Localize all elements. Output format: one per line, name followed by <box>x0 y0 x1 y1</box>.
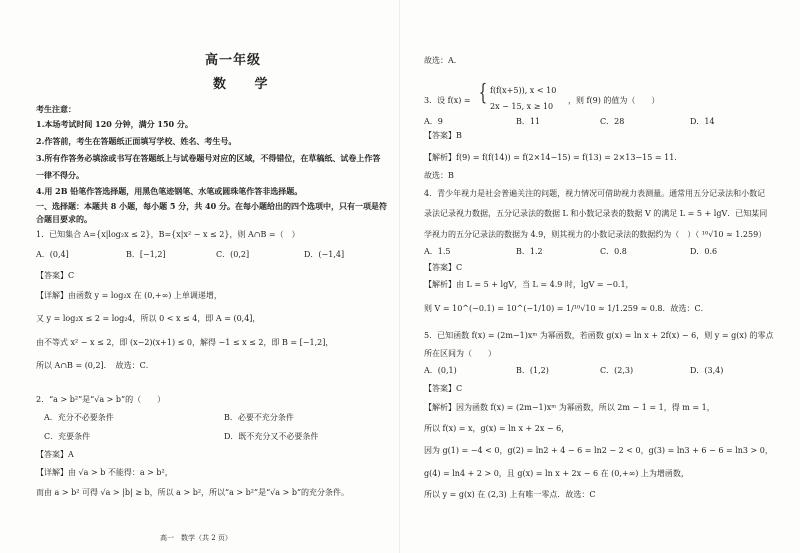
q3-option-b: B．11 <box>516 117 541 126</box>
q1-option-b: B．[−1,2] <box>126 250 166 259</box>
q1-option-a: A．(0,4] <box>36 250 69 259</box>
q3-answer: 【答案】B <box>424 131 462 140</box>
q3-option-a: A．9 <box>424 117 443 126</box>
right-page <box>400 0 800 553</box>
q4-explanation-2: 则 V = 10^(−0.1) = 10^(−1/10) = 1/¹⁰√10 ≈ 1/1.259 ≈ 0.8．故选：C． <box>424 304 709 313</box>
q1-option-d: D．(−1,4] <box>304 250 345 259</box>
q3-stem-suffix: ，则 f(9) 的值为（ ） <box>568 96 660 105</box>
q2-option-c: C．充要条件 <box>44 432 91 441</box>
q1-explanation-2: 又 y = log₂x ≤ 2 = log₂4，所以 0 < x ≤ 4，即 A = (0,4]， <box>36 314 261 323</box>
q4-option-a: A．1.5 <box>424 247 451 256</box>
q3-option-d: D．14 <box>690 117 715 126</box>
q5-option-b: B．(1,2) <box>516 366 549 375</box>
q5-explanation-2: 所以 f(x) = x，g(x) = ln x + 2x − 6， <box>424 424 570 433</box>
notice-3b: 一律不得分。 <box>36 170 84 180</box>
q1-explanation-3: 由不等式 x² − x ≤ 2，即 (x−2)(x+1) ≤ 0，解得 −1 ≤ x ≤ 2，即 B = [−1,2]， <box>36 338 334 347</box>
exam-subject: 数 学 <box>213 77 280 92</box>
exam-title: 高一年级 <box>205 53 262 68</box>
notice-1: 1.本场考试时间 120 分钟，满分 150 分。 <box>36 119 193 129</box>
q5-explanation-3: 因为 g(1) = −4 < 0，g(2) = ln2 + 4 − 6 = ln2 − 2 < 0，g(3) = ln3 + 6 − 6 = ln3 > 0， <box>424 446 773 455</box>
q4-stem-2: 录法记录视力数据，五分记录法的数据 L 和小数记录表的数据 V 的满足 L = 5 + lgV．已知某同 <box>424 209 768 218</box>
q5-explanation-5: 所以 y = g(x) 在 (2,3) 上有唯一零点．故选：C <box>424 490 596 499</box>
q4-option-d: D．0.6 <box>690 247 718 256</box>
page-footer: 高一 数学（共 2 页） <box>160 534 232 542</box>
notice-4: 4.用 2B 铅笔作答选择题，用黑色笔迹钢笔、水笔或圆珠笔作答非选择题。 <box>36 186 303 196</box>
q5-explanation-4: g(4) = ln4 + 2 > 0，且 g(x) = ln x + 2x − 6 在 (0,+∞) 上为增函数， <box>424 469 689 478</box>
piecewise-brace-icon: { <box>478 81 488 106</box>
q5-explanation-1: 【解析】因为函数 f(x) = (2m−1)xᵐ 为幂函数，所以 2m − 1 = 1，得 m = 1， <box>424 403 715 412</box>
q1-stem: 1．已知集合 A={x|log₂x ≤ 2}，B={x|x² − x ≤ 2}，则 A∩B =（ ） <box>36 230 300 239</box>
q4-answer: 【答案】C <box>424 263 463 272</box>
q3-case-2: 2x − 15, x ≥ 10 <box>490 102 554 111</box>
q3-option-c: C．28 <box>600 117 625 126</box>
q1-option-c: C．(0,2] <box>216 250 250 259</box>
q3-case-1: f(f(x+5)), x < 10 <box>490 86 557 95</box>
q4-stem-1: 4．青少年视力是社会普遍关注的问题，视力情况可借助视力表测量。通常用五分记录法和小数记 <box>424 189 766 198</box>
notice-3a: 3.所有作答务必填涂或书写在答题纸上与试卷题号对应的区域，不得错位，在草稿纸、试卷上作答 <box>36 153 381 163</box>
q5-option-c: C．(2,3) <box>600 366 634 375</box>
section-1-heading-cont: 合题目要求的。 <box>36 214 92 224</box>
q3-stem-prefix: 3．设 f(x) = <box>424 96 471 105</box>
prev-answer-tail: 故选：A． <box>424 56 462 65</box>
q5-stem-2: 所在区间为（ ） <box>424 349 496 358</box>
q1-explanation-1: 【详解】由函数 y = log₂x 在 (0,+∞) 上单调递增， <box>36 291 222 300</box>
notice-heading: 考生注意： <box>36 104 76 114</box>
q3-explanation-2: 故选：B <box>424 171 454 180</box>
q4-stem-3: 学视力的五分记录法的数据为 4.9，则其视力的小数记录法的数据约为（ ）（ ¹⁰√10 ≈ 1.259） <box>424 230 767 239</box>
q3-explanation-1: 【解析】f(9) = f(f(14)) = f(2×14−15) = f(13) = 2×13−15 = 11． <box>424 153 683 162</box>
q2-explanation-1: 【详解】由 √a > b 不能得：a > b²， <box>36 468 173 477</box>
q2-answer: 【答案】A <box>36 450 74 459</box>
q5-stem-1: 5．已知函数 f(x) = (2m−1)xᵐ 为幂函数，若函数 g(x) = ln x + 2f(x) − 6，则 y = g(x) 的零点 <box>424 331 774 340</box>
section-1-heading: 一、选择题：本题共 8 小题，每小题 5 分，共 40 分。在每小题给出的四个选项中，只有一项是符 <box>36 201 387 211</box>
q1-explanation-4: 所以 A∩B = (0,2]． 故选：C． <box>36 361 154 370</box>
notice-2: 2.作答前，考生在答题纸正面填写学校、姓名、考生号。 <box>36 136 237 146</box>
q2-option-d: D．既不充分又不必要条件 <box>224 432 319 441</box>
q4-option-c: C．0.8 <box>600 247 627 256</box>
q2-stem: 2．“a > b²”是“√a > b”的（ ） <box>36 395 166 404</box>
q4-explanation-1: 【解析】由 L = 5 + lgV，当 L = 4.9 时，lgV = −0.1， <box>424 280 634 289</box>
q2-explanation-2: 而由 a > b² 可得 √a > |b| ≥ b，所以 a > b²，所以“a > b²”是“√a > b”的充分条件。 <box>36 488 350 497</box>
q2-option-b: B．必要不充分条件 <box>224 413 294 422</box>
q4-option-b: B．1.2 <box>516 247 543 256</box>
q5-option-d: D．(3,4) <box>690 366 724 375</box>
q1-answer: 【答案】C <box>36 271 75 280</box>
q2-option-a: A．充分不必要条件 <box>44 413 114 422</box>
q5-option-a: A．(0,1) <box>424 366 457 375</box>
q5-answer: 【答案】C <box>424 384 463 393</box>
